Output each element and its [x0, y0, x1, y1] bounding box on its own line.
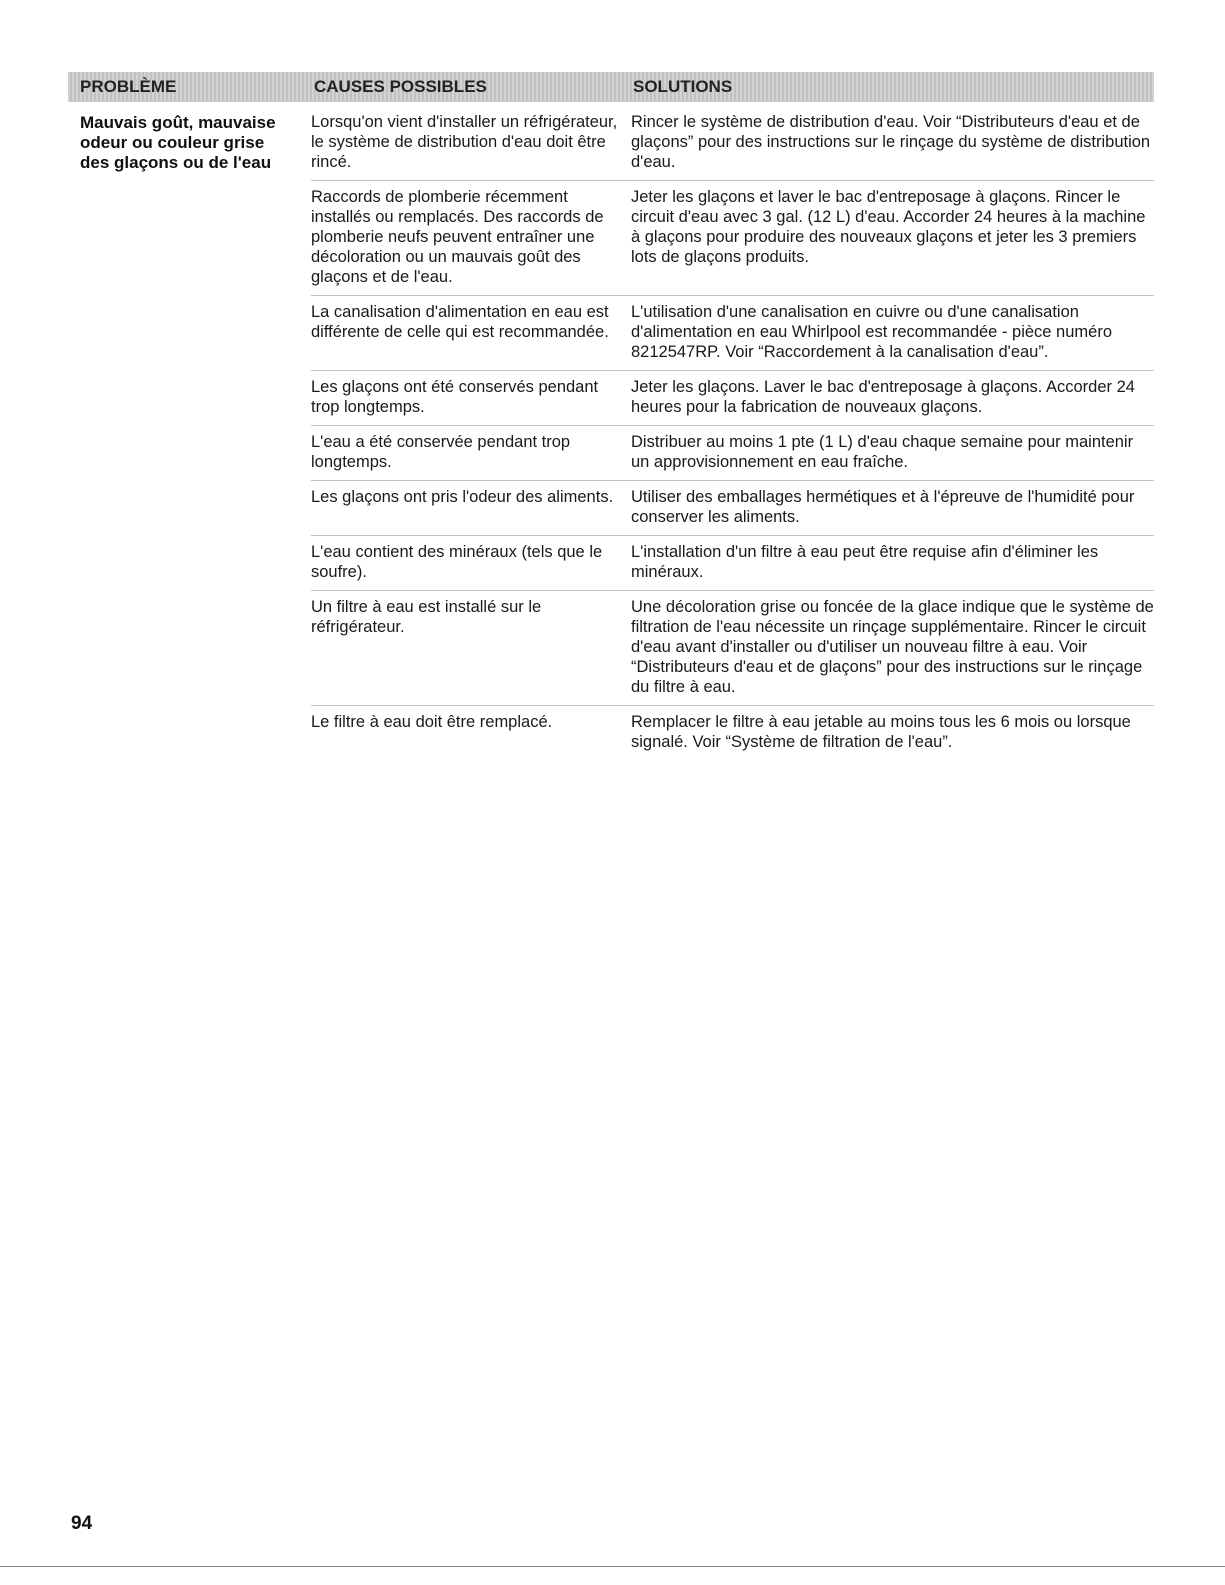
solution-cell: L'utilisation d'une canalisation en cuivre ou d'une canalisation d'alimentation en eau Whirlpool est recommandée - pièce numéro 8212547RP. Voir “Raccordement à la canalisation d'eau”. [631, 303, 1112, 361]
solution-cell: Remplacer le filtre à eau jetable au moins tous les 6 mois ou lorsque signalé. Voir “Système de filtration de l'eau”. [631, 713, 1131, 751]
cause-cell: L'eau contient des minéraux (tels que le soufre). [311, 543, 603, 581]
table-row [311, 302, 1154, 371]
table-row [311, 377, 1154, 426]
cause-cell: Les glaçons ont été conservés pendant trop longtemps. [311, 378, 599, 416]
cause-cell: Un filtre à eau est installé sur le réfrigérateur. [311, 598, 542, 636]
table-row [311, 542, 1154, 591]
header-problem: PROBLÈME [80, 77, 177, 96]
table-header [68, 72, 1154, 102]
problem-title: Mauvais goût, mauvaise odeur ou couleur grise des glaçons ou de l'eau [80, 113, 276, 172]
solution-cell: Utiliser des emballages hermétiques et à l'épreuve de l'humidité pour conserver les aliments. [631, 488, 1135, 526]
troubleshooting-table [311, 112, 1154, 766]
cause-cell: Raccords de plomberie récemment installés ou remplacés. Des raccords de plomberie neufs peuvent entraîner une décoloration ou un mauvais goût des glaçons et de l'eau. [311, 188, 604, 286]
solution-cell: L'installation d'un filtre à eau peut être requise afin d'éliminer les minéraux. [631, 543, 1099, 581]
cause-cell: Lorsqu'on vient d'installer un réfrigérateur, le système de distribution d'eau doit être rincé. [311, 113, 618, 171]
table-row [311, 187, 1154, 296]
cause-cell: L'eau a été conservée pendant trop longtemps. [311, 433, 571, 471]
table-row [311, 712, 1154, 760]
bottom-rule [0, 1566, 1225, 1567]
solution-cell: Jeter les glaçons. Laver le bac d'entreposage à glaçons. Accorder 24 heures pour la fabrication de nouveaux glaçons. [631, 378, 1135, 416]
header-causes: CAUSES POSSIBLES [314, 77, 487, 96]
header-solutions: SOLUTIONS [633, 77, 733, 96]
solution-cell: Jeter les glaçons et laver le bac d'entreposage à glaçons. Rincer le circuit d'eau avec 3 gal. (12 L) d'eau. Accorder 24 heures à la machine à glaçons pour produire des nouveaux glaçons et jeter les 3 premiers lots de glaçons produits. [631, 188, 1146, 266]
solution-cell: Distribuer au moins 1 pte (1 L) d'eau chaque semaine pour maintenir un approvisionnement en eau fraîche. [631, 433, 1134, 471]
solution-cell: Une décoloration grise ou foncée de la glace indique que le système de filtration de l'eau nécessite un rinçage supplémentaire. Rincer le circuit d'eau avant d'installer ou d'utiliser un nouveau filtre à eau. Voir “Distributeurs d'eau et de glaçons” pour des instructions sur le rinçage du filtre à eau. [631, 598, 1154, 696]
solution-cell: Rincer le système de distribution d'eau. Voir “Distributeurs d'eau et de glaçons” pour des instructions sur le rinçage du système de distribution d'eau. [631, 113, 1151, 171]
page-number: 94 [71, 1513, 93, 1534]
table-row [311, 487, 1154, 536]
table-row [311, 597, 1154, 706]
cause-cell: Les glaçons ont pris l'odeur des aliments. [311, 488, 614, 506]
cause-cell: La canalisation d'alimentation en eau est différente de celle qui est recommandée. [311, 303, 609, 341]
table-row [311, 432, 1154, 481]
cause-cell: Le filtre à eau doit être remplacé. [311, 713, 553, 731]
table-row [311, 112, 1154, 181]
